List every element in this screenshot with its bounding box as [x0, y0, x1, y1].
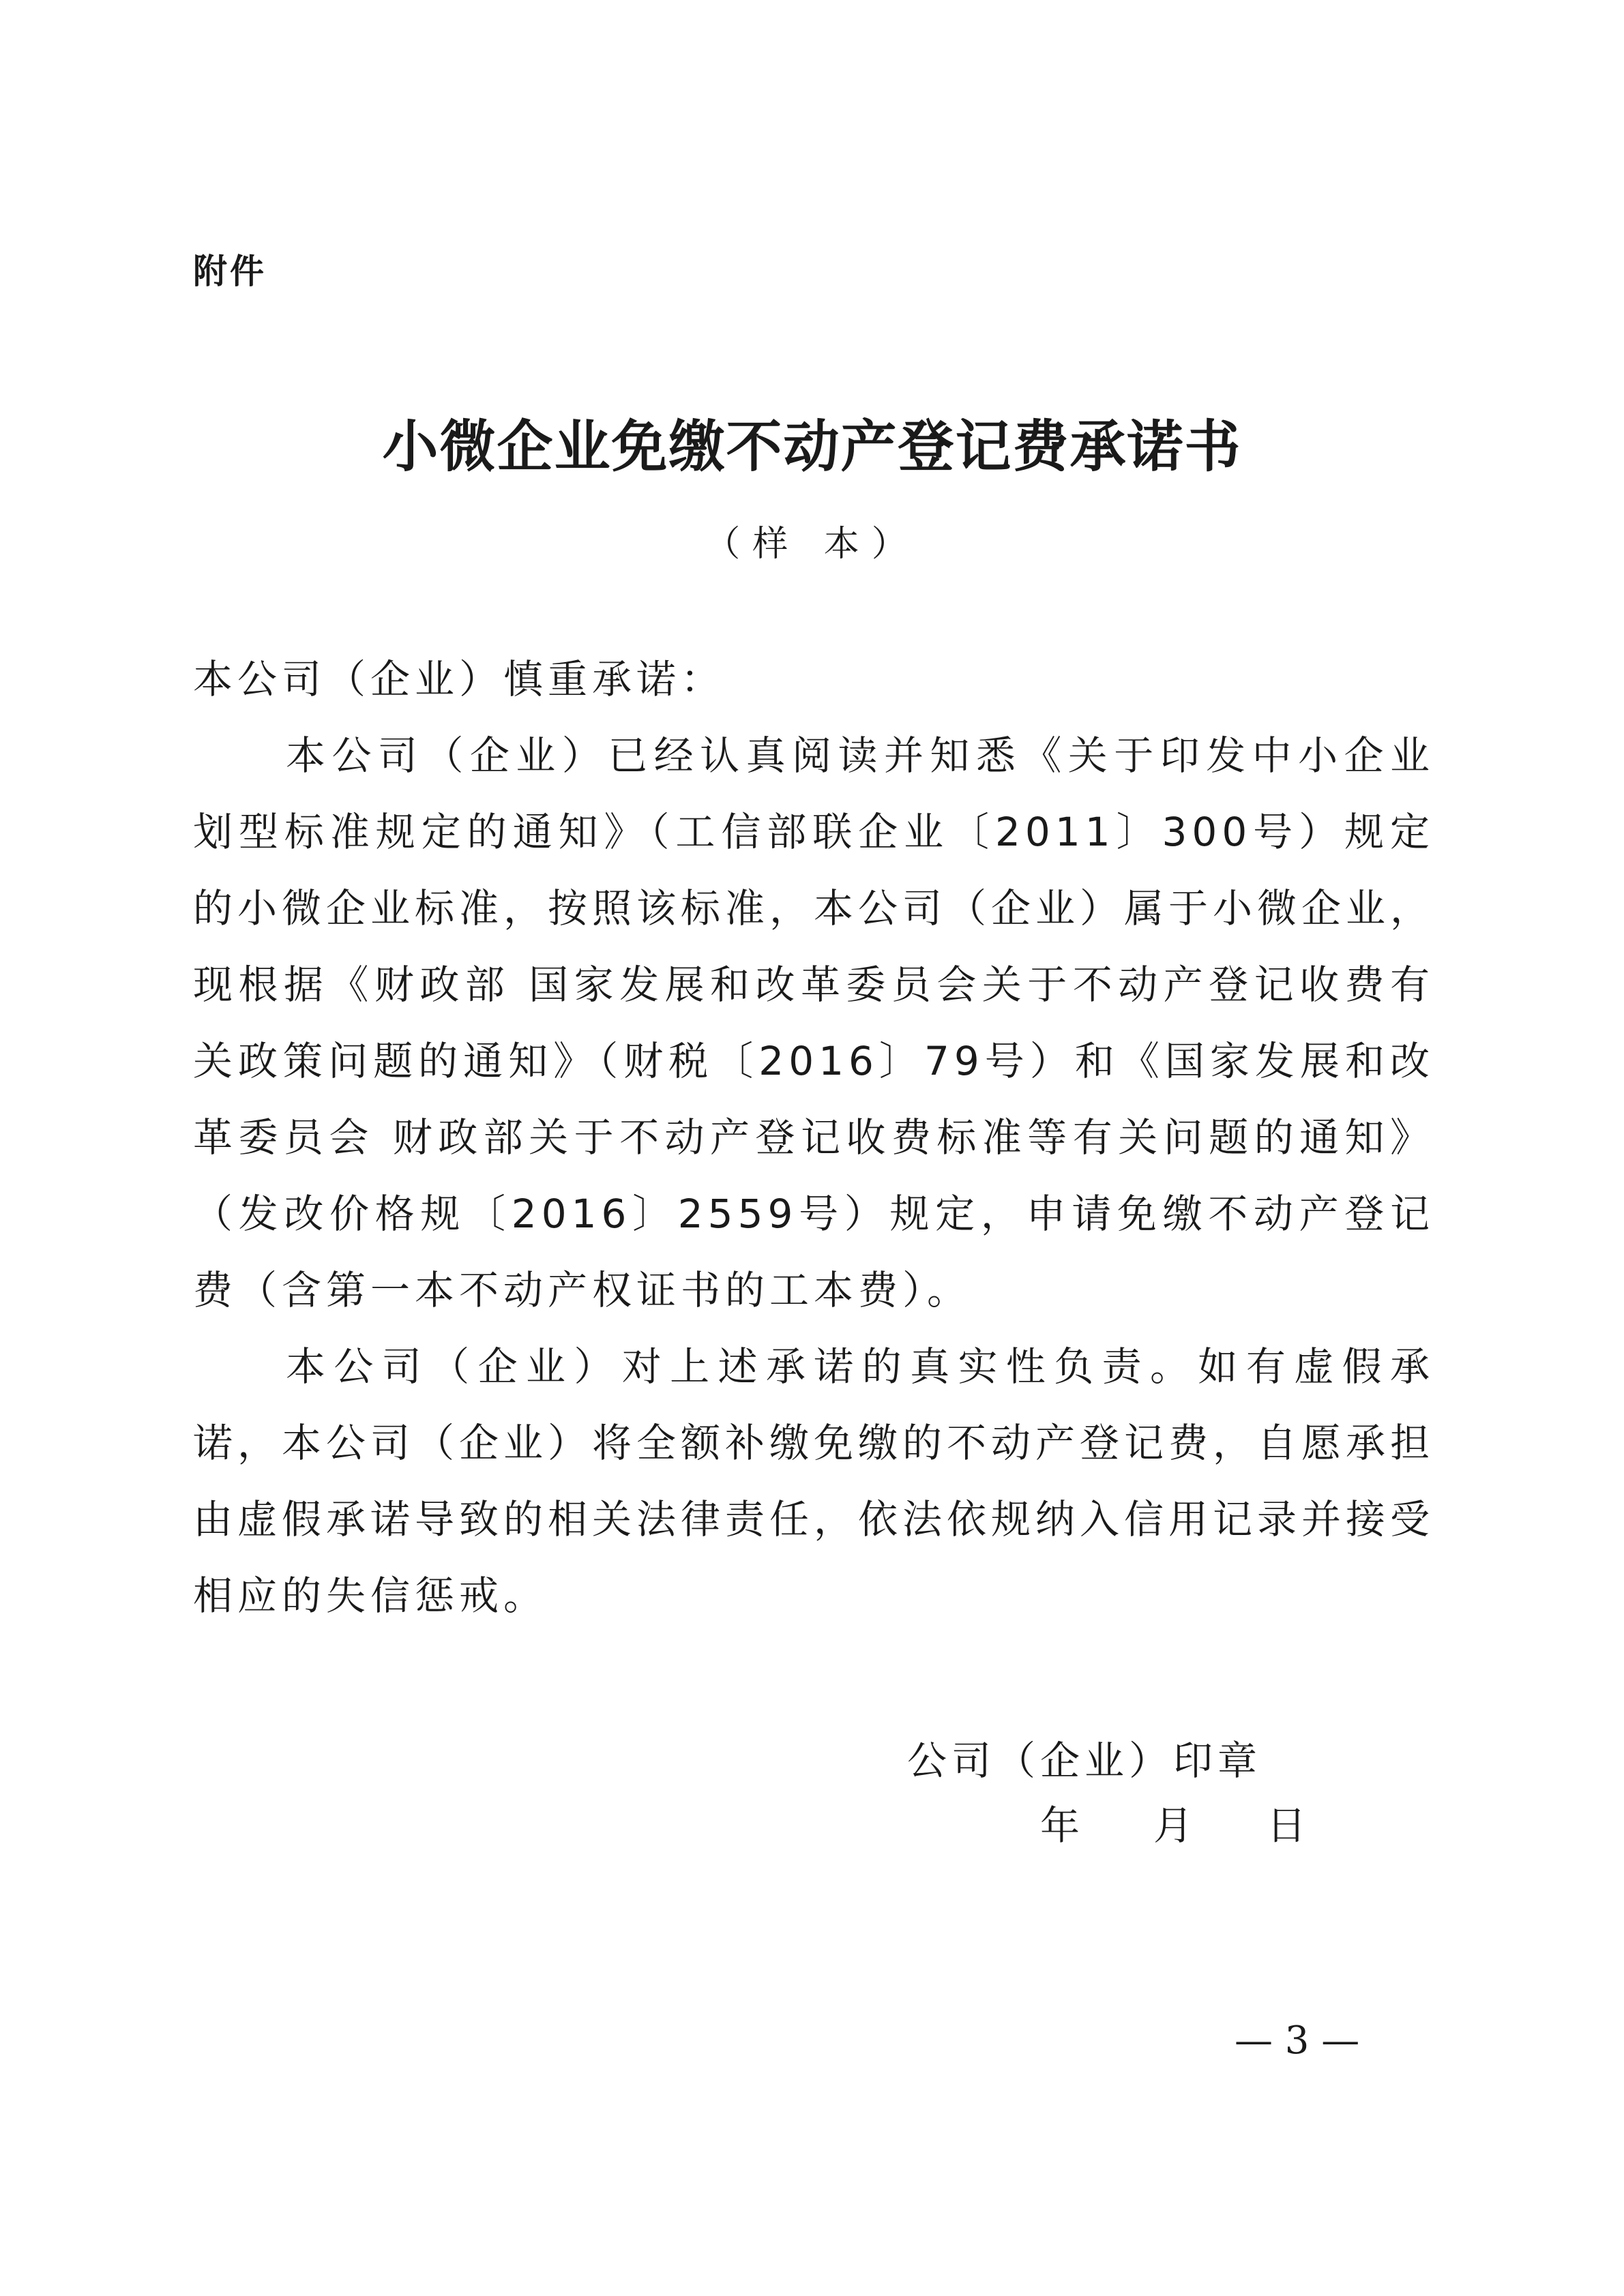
company-seal-label: 公司（企业）印章: [907, 1738, 1263, 1784]
document-body: [193, 641, 1434, 1634]
paragraph-commitment: 本公司（企业）已经认真阅读并知悉《关于印发中小企业划型标准规定的通知》（工信部联企业〔2011〕300号）规定的小微企业标准，按照该标准，本公司（企业）属于小微企业，现根据《财政部 国家发展和改革委员会关于不动产登记收费有关政策问题的通知》（财税〔2016〕79号）和《国家发展和改革委员会 财政部关于不动产登记收费标准等有关问题的通知》（发改价格规〔2016〕2559号）规定，申请免缴不动产登记费（含第一本不动产权证书的工本费）。: [193, 732, 1435, 1313]
year-label: 年: [1040, 1802, 1080, 1849]
month-label: 月: [1153, 1802, 1194, 1849]
page-number: — 3 —: [1235, 2018, 1360, 2063]
paragraph-responsibility: 本公司（企业）对上述承诺的真实性负责。如有虚假承诺，本公司（企业）将全额补缴免缴的不动产登记费，自愿承担由虚假承诺导致的相关法律责任，依法依规纳入信用记录并接受相应的失信惩戒。: [193, 1343, 1435, 1619]
document-subtitle: （样 本）: [705, 524, 919, 565]
signature-date: [1040, 1793, 1306, 1851]
day-label: 日: [1267, 1802, 1307, 1849]
salutation: 本公司（企业）慎重承诺：: [193, 656, 726, 702]
document-title: 小微企业免缴不动产登记费承诺书: [382, 414, 1242, 479]
attachment-label: 附件: [193, 252, 267, 291]
